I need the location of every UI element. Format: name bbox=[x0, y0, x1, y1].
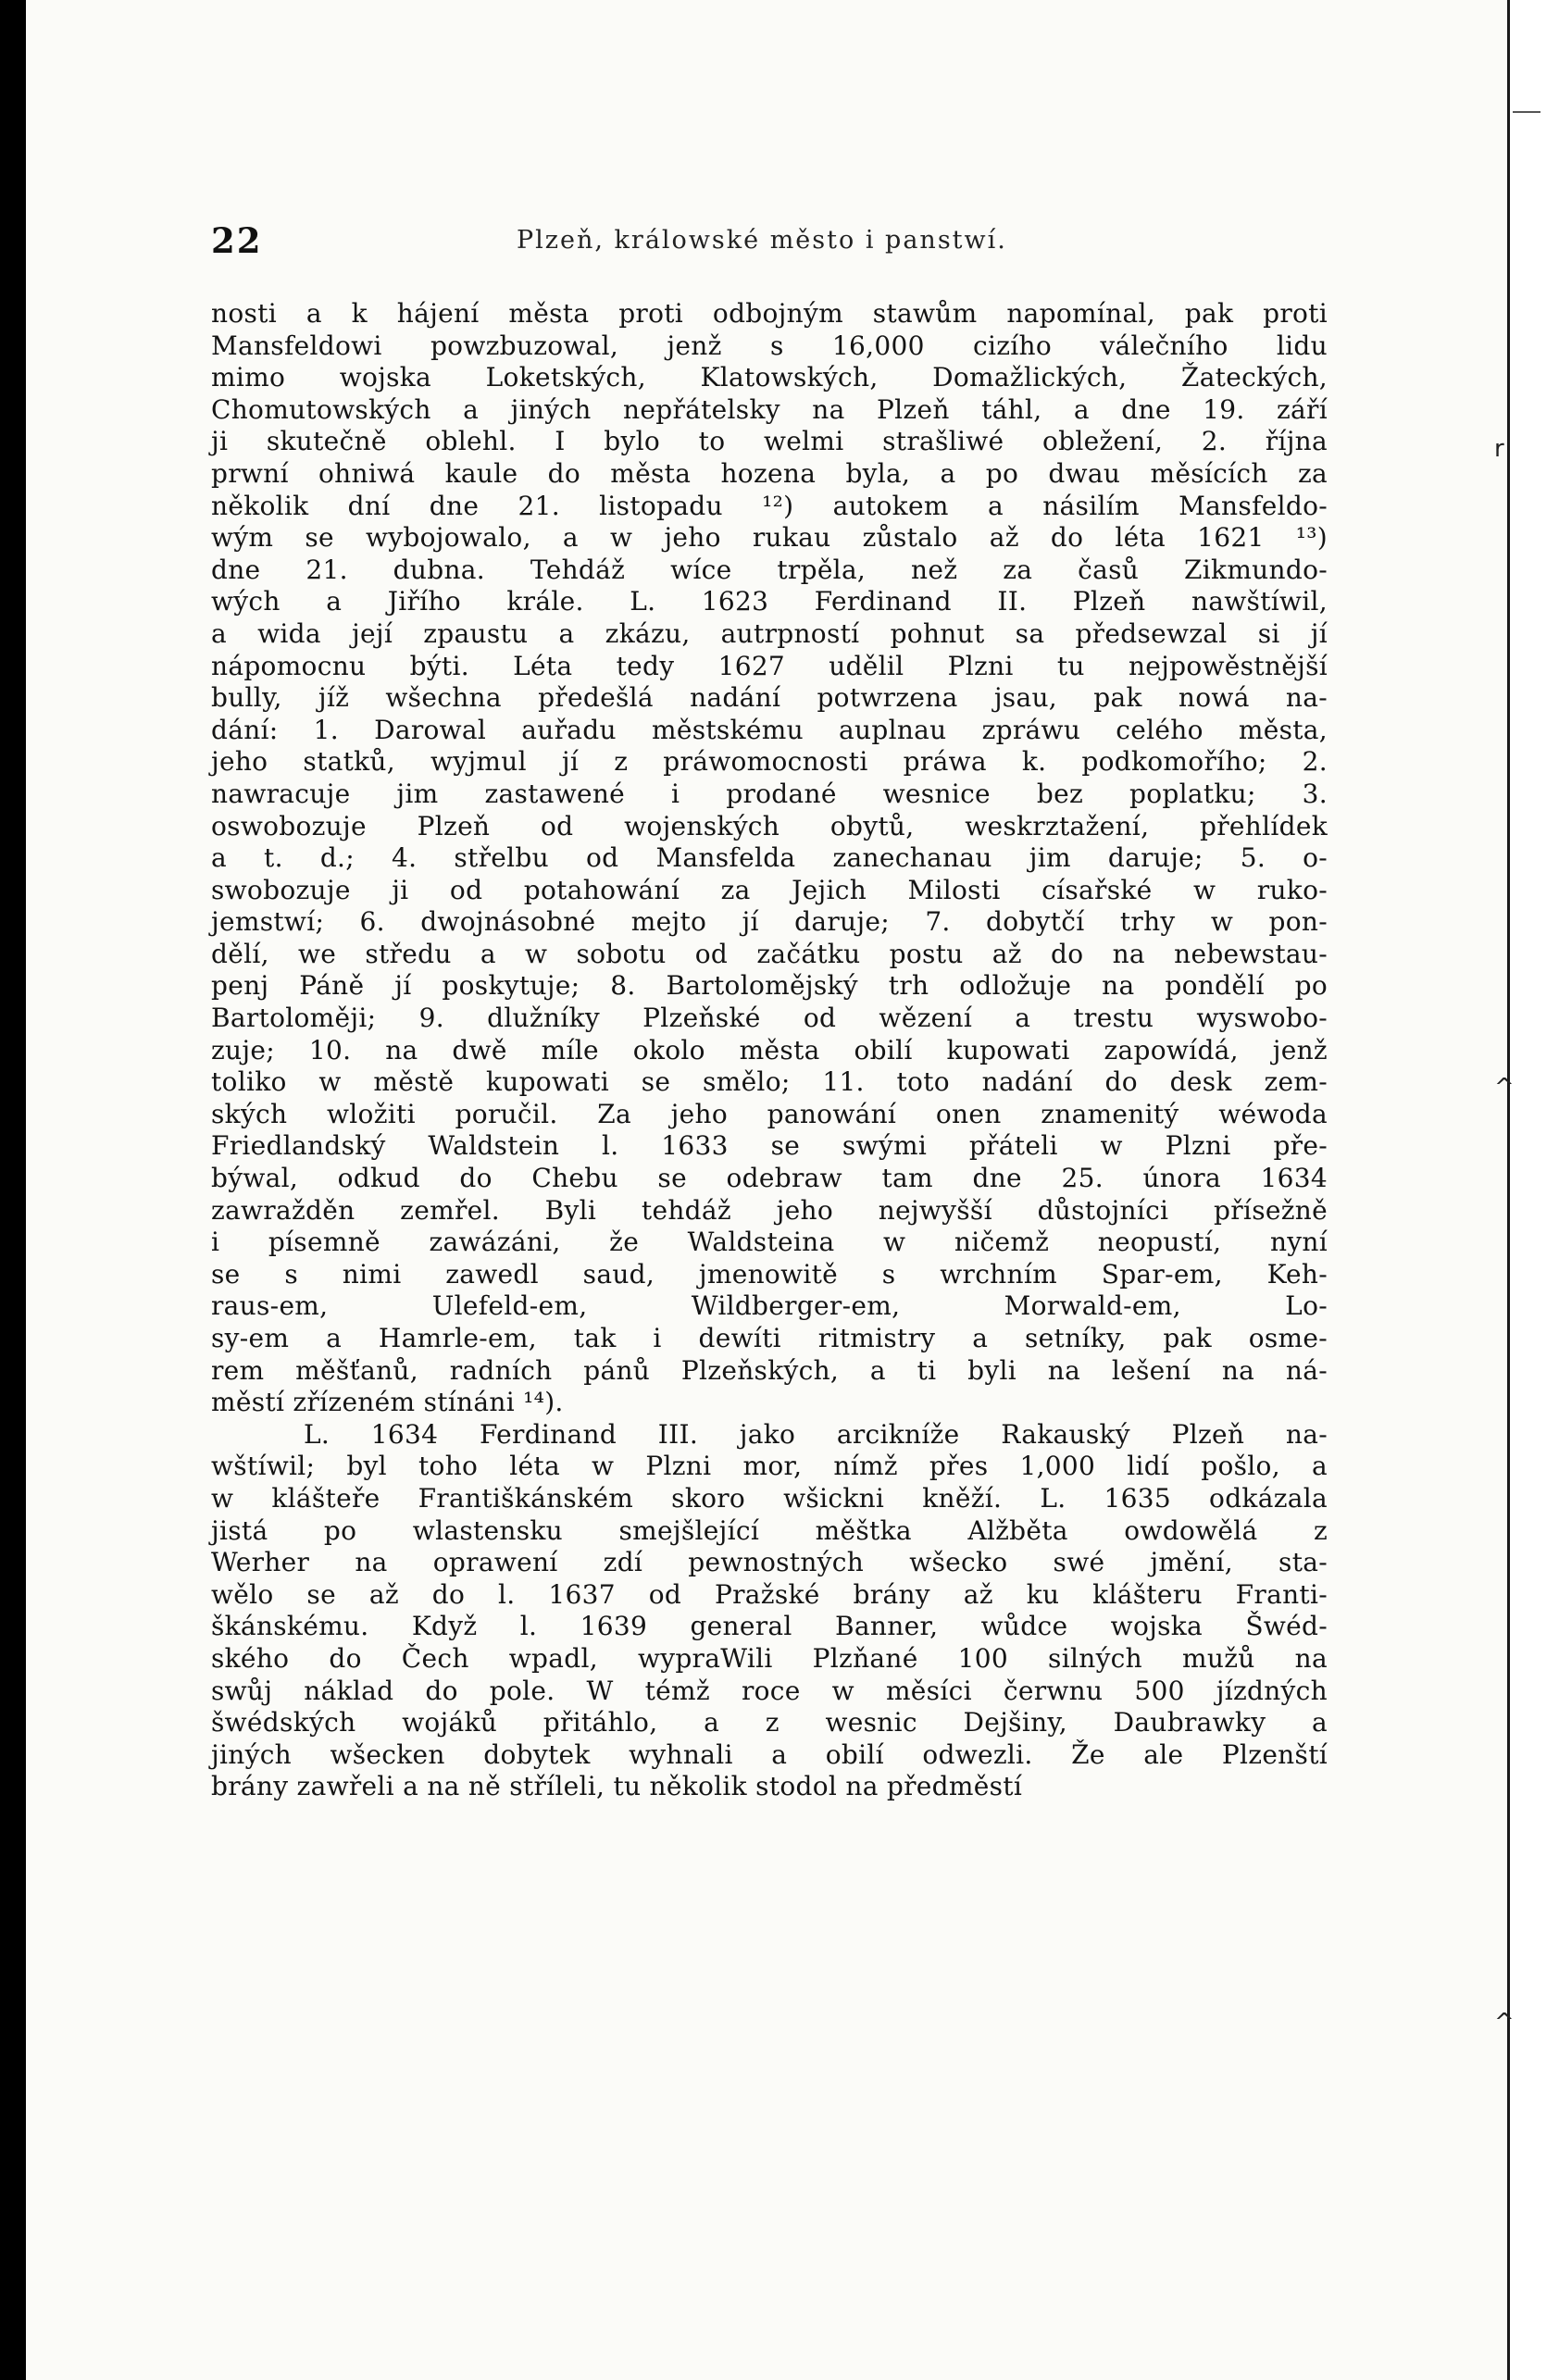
text-line: sy-em a Hamrle-em, tak i dewíti ritmistry a setníky, pak osme- bbox=[211, 1323, 1328, 1353]
text-line: brány zawřeli a na ně stříleli, tu několik stodol na předměstí bbox=[211, 1771, 1023, 1802]
margin-mark-caret: ^ bbox=[1494, 2009, 1515, 2037]
text-line: rem měšťanů, radních pánů Plzeňských, a ti byli na lešení na ná- bbox=[211, 1354, 1328, 1386]
text-line: jistá po wlastensku smejšlející měštka Alžběta owdowělá z bbox=[211, 1514, 1328, 1546]
text-line: se s nimi zawedl saud, jmenowitě s wrchním Spar-em, Keh- bbox=[211, 1258, 1328, 1290]
text-line: dání: 1. Darowal auřadu městskému auplnau zpráwu celého města, bbox=[211, 714, 1328, 745]
text-line: oswobozuje Plzeň od wojenských obytů, weskrztažení, přehlídek bbox=[211, 810, 1328, 841]
page-edge bbox=[1507, 0, 1559, 2380]
text-line: nawracuje jim zastawené i prodané wesnice bez poplatku; 3. bbox=[211, 778, 1328, 809]
text-line: několik dní dne 21. listopadu ¹²) autokem a násilím Mansfeldo- bbox=[211, 490, 1328, 521]
text-line: Werher na oprawení zdí pewnostných wšecko swé jmění, sta- bbox=[211, 1547, 1328, 1578]
text-line: Friedlandský Waldstein l. 1633 se swými přáteli w Plzni pře- bbox=[211, 1130, 1328, 1162]
text-line: Chomutowských a jiných nepřátelsky na Plzeň táhl, a dne 19. září bbox=[211, 393, 1328, 425]
text-line: jiných wšecken dobytek wyhnali a obilí odwezli. Že ale Plzenští bbox=[211, 1738, 1328, 1770]
text-line: ji skutečně oblehl. I bylo to welmi strašliwé obležení, 2. října bbox=[211, 426, 1328, 457]
text-line: a wida její zpaustu a zkázu, autrpností pohnut sa předsewzal si jí bbox=[211, 617, 1328, 649]
text-line: Bartoloměji; 9. dlužníky Plzeňské od wězení a trestu wyswobo- bbox=[211, 1003, 1328, 1034]
text-line: šwédských wojáků přitáhlo, a z wesnic Dejšiny, Daubrawky a bbox=[211, 1707, 1328, 1738]
text-line: ských wložiti poručil. Za jeho panowání onen znamenitý wéwoda bbox=[211, 1098, 1328, 1129]
text-line: ského do Čech wpadl, wypraWili Plzňané 100 silných mužů na bbox=[211, 1642, 1328, 1674]
text-line: penj Páně jí poskytuje; 8. Bartolomějský trh odložuje na pondělí po bbox=[211, 970, 1328, 1002]
paragraph-1 bbox=[211, 298, 1328, 1419]
text-line: dne 21. dubna. Tehdáž wíce trpěla, než za časů Zikmundo- bbox=[211, 554, 1328, 585]
text-line: toliko w městě kupowati se smělo; 11. toto nadání do desk zem- bbox=[211, 1066, 1328, 1098]
text-line: jemstwí; 6. dwojnásobné mejto jí daruje; 7. dobytčí trhy w pon- bbox=[211, 906, 1328, 938]
text-line: prwní ohniwá kaule do města hozena byla, a po dwau měsících za bbox=[211, 457, 1328, 489]
text-line: a t. d.; 4. střelbu od Mansfelda zanechanau jim daruje; 5. o- bbox=[211, 842, 1328, 874]
page-header bbox=[211, 220, 1328, 261]
text-line: swůj náklad do pole. W témž roce w měsíci čerwnu 500 jízdných bbox=[211, 1675, 1328, 1706]
text-line: nápomocnu býti. Léta tedy 1627 udělil Plzni tu nejpowěstnější bbox=[211, 650, 1328, 681]
text-line: nosti a k hájení města proti odbojným stawům napomínal, pak proti bbox=[211, 298, 1328, 329]
text-line: mimo wojska Loketských, Klatowských, Domažlických, Žateckých, bbox=[211, 362, 1328, 393]
text-line: swobozuje ji od potahowání za Jejich Milosti císařské w ruko- bbox=[211, 874, 1328, 905]
text-line: jeho statků, wyjmul jí z práwomocnosti práwa k. podkomořího; 2. bbox=[211, 746, 1328, 778]
text-line: wým se wybojowalo, a w jeho rukau zůstalo až do léta 1621 ¹³) bbox=[211, 522, 1328, 554]
text-line: L. 1634 Ferdinand III. jako arcikníže Rakauský Plzeň na- bbox=[304, 1418, 1328, 1450]
text-line: raus-em, Ulefeld-em, Wildberger-em, Morwald-em, Lo- bbox=[211, 1290, 1328, 1322]
text-line: zawražděn zemřel. Byli tehdáž jeho nejwyšší důstojníci přísežně bbox=[211, 1194, 1328, 1226]
page-number: 22 bbox=[211, 220, 263, 261]
text-line: škánskému. Když l. 1639 general Banner, wůdce wojska Šwéd- bbox=[211, 1611, 1328, 1642]
running-title: Plzeň, králowské město i panstwí. bbox=[517, 226, 1007, 255]
text-line: i písemně zawázáni, že Waldsteina w ničemž neopustí, nyní bbox=[211, 1227, 1328, 1258]
text-line: bully, jíž wšechna předešlá nadání potwrzena jsau, pak nowá na- bbox=[211, 682, 1328, 714]
body-text bbox=[211, 298, 1328, 1803]
text-line: wělo se až do l. 1637 od Pražské brány až ku klášteru Franti- bbox=[211, 1578, 1328, 1610]
margin-mark-r: r bbox=[1494, 435, 1504, 463]
text-line: w klášteře Františkánském skoro wšickni kněží. L. 1635 odkázala bbox=[211, 1482, 1328, 1514]
text-line: Mansfeldowi powzbuzowal, jenž s 16,000 cizího válečního lidu bbox=[211, 330, 1328, 361]
margin-mark-caret: ^ bbox=[1494, 1074, 1515, 1102]
text-line: wštíwil; byl toho léta w Plzni mor, nímž přes 1,000 lidí pošlo, a bbox=[211, 1451, 1328, 1482]
paragraph-2 bbox=[211, 1419, 1328, 1803]
text-line: býwal, odkud do Chebu se odebraw tam dne 25. února 1634 bbox=[211, 1163, 1328, 1194]
text-line: wých a Jiřího krále. L. 1623 Ferdinand II. Plzeň nawštíwil, bbox=[211, 586, 1328, 617]
text-line: dělí, we středu a w sobotu od začátku postu až do na nebewstau- bbox=[211, 938, 1328, 969]
text-line: zuje; 10. na dwě míle okolo města obilí kupowati zapowídá, jenž bbox=[211, 1034, 1328, 1065]
text-line: městí zřízeném stínáni ¹⁴). bbox=[211, 1387, 564, 1418]
page-edge-notch bbox=[1513, 111, 1540, 113]
